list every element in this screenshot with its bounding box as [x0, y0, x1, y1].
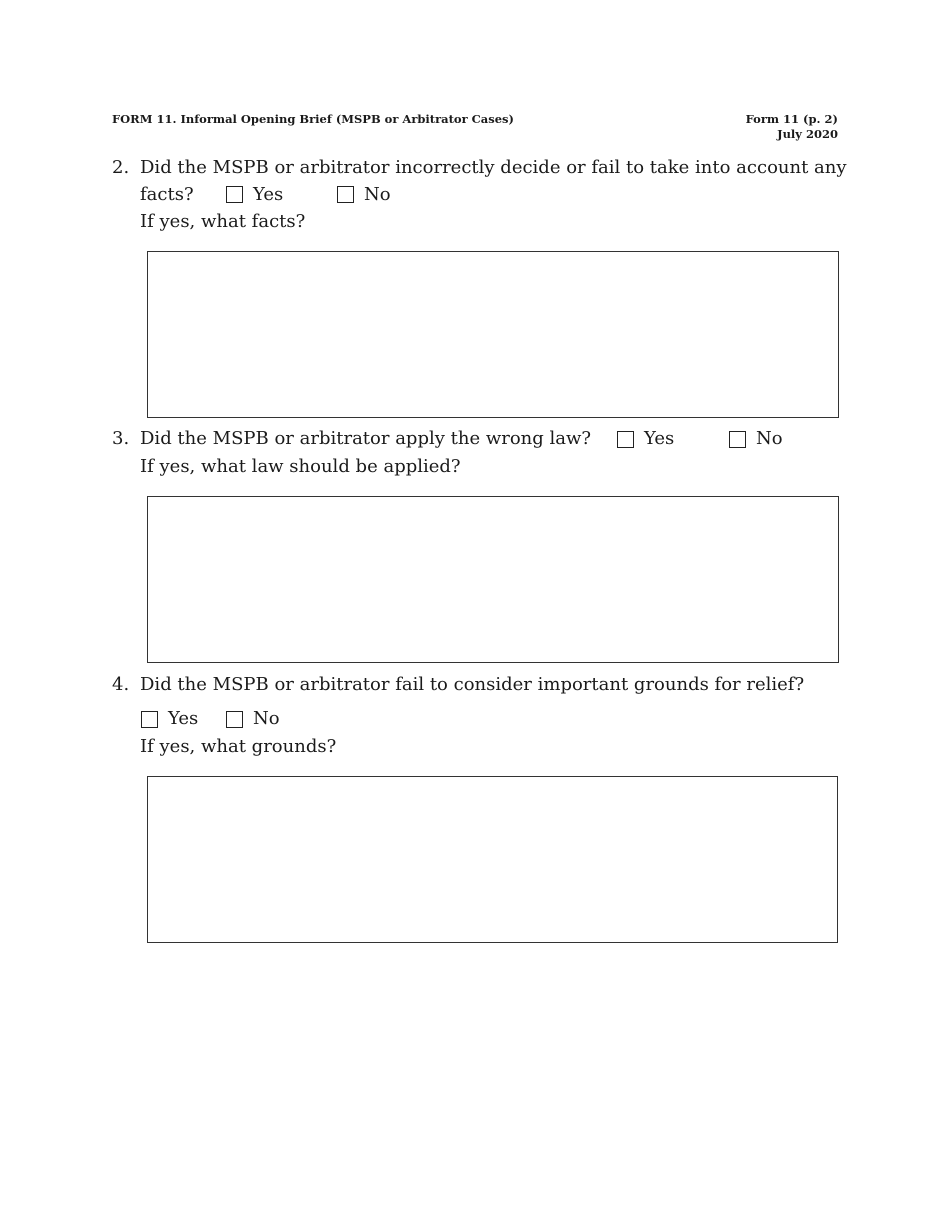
- q4-no-checkbox[interactable]: [226, 711, 243, 728]
- q2-number: 2.: [112, 157, 130, 178]
- q2-yes-label: Yes: [253, 184, 284, 205]
- q4-yes-label: Yes: [168, 708, 199, 729]
- q4-followup-label: If yes, what grounds?: [140, 736, 337, 757]
- q4-yes-checkbox[interactable]: [141, 711, 158, 728]
- q3-answer-field[interactable]: [147, 496, 839, 663]
- form-page-label: Form 11 (p. 2): [745, 112, 838, 126]
- q3-yes-label: Yes: [644, 428, 675, 449]
- q3-question-text: Did the MSPB or arbitrator apply the wrong law?: [140, 428, 592, 449]
- q2-answer-field[interactable]: [147, 251, 839, 418]
- q3-yes-checkbox[interactable]: [617, 431, 634, 448]
- q4-question-text: Did the MSPB or arbitrator fail to consider important grounds for relief?: [140, 674, 805, 695]
- q3-no-label: No: [756, 428, 783, 449]
- q2-question-text: Did the MSPB or arbitrator incorrectly decide or fail to take into account any: [140, 157, 847, 178]
- q4-number: 4.: [112, 674, 130, 695]
- form-date-label: July 2020: [777, 127, 838, 141]
- q2-no-checkbox[interactable]: [337, 186, 354, 203]
- form-header-meta: [746, 112, 838, 142]
- form-header-title: FORM 11. Informal Opening Brief (MSPB or Arbitrator Cases): [112, 112, 514, 126]
- q2-question-text-cont: facts?: [140, 184, 194, 205]
- q3-followup-label: If yes, what law should be applied?: [140, 456, 461, 477]
- q2-followup-label: If yes, what facts?: [140, 211, 306, 232]
- q2-no-label: No: [364, 184, 391, 205]
- q4-answer-field[interactable]: [147, 776, 838, 943]
- q2-yes-checkbox[interactable]: [226, 186, 243, 203]
- q3-number: 3.: [112, 428, 130, 449]
- q4-no-label: No: [253, 708, 280, 729]
- q3-no-checkbox[interactable]: [729, 431, 746, 448]
